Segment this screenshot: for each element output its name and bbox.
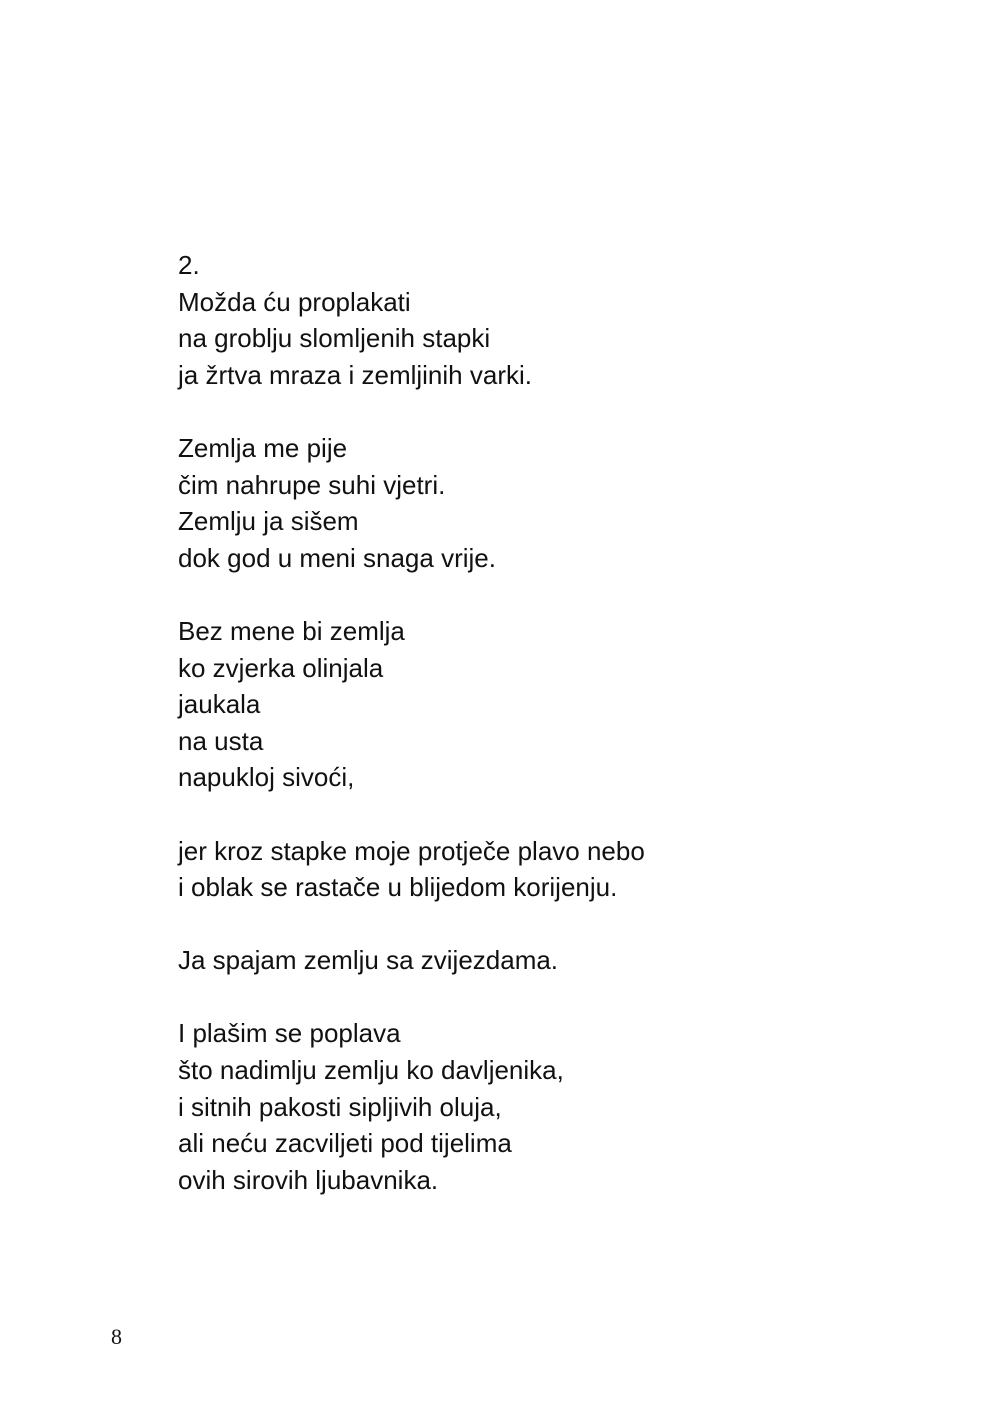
poem-line: Možda ću proplakati bbox=[178, 286, 411, 317]
poem-line: i oblak se rastače u blijedom korijenju. bbox=[178, 872, 618, 903]
poem-line: čim nahrupe suhi vjetri. bbox=[178, 469, 446, 500]
poem-line: jer kroz stapke moje protječe plavo nebo bbox=[178, 835, 645, 866]
poem-number: 2. bbox=[178, 250, 200, 280]
poem-line: ja žrtva mraza i zemljinih varki. bbox=[178, 359, 532, 390]
stanza-2 bbox=[178, 430, 898, 576]
poem-line: Bez mene bi zemlja bbox=[178, 615, 405, 646]
poem-line: jaukala bbox=[178, 689, 261, 720]
poem-line: na usta bbox=[178, 725, 264, 756]
poem-line: napukloj sivoći, bbox=[178, 762, 355, 793]
poem bbox=[178, 247, 898, 1198]
stanza-4 bbox=[178, 833, 898, 906]
poem-line: dok god u meni snaga vrije. bbox=[178, 542, 496, 573]
stanza-5 bbox=[178, 942, 898, 979]
poem-line: na groblju slomljenih stapki bbox=[178, 323, 491, 354]
poem-line: i sitnih pakosti sipljivih oluja, bbox=[178, 1091, 502, 1122]
stanza-1 bbox=[178, 284, 898, 394]
poem-line: Zemlju ja sišem bbox=[178, 506, 359, 537]
poem-line: ali neću zacviljeti pod tijelima bbox=[178, 1128, 512, 1159]
stanza-6 bbox=[178, 1015, 898, 1198]
poem-line: što nadimlju zemlju ko davljenika, bbox=[178, 1055, 564, 1086]
poem-line: Zemlja me pije bbox=[178, 432, 348, 463]
poem-line: ovih sirovih ljubavnika. bbox=[178, 1164, 439, 1195]
stanza-3 bbox=[178, 613, 898, 796]
poem-line: I plašim se poplava bbox=[178, 1018, 401, 1049]
poem-line: Ja spajam zemlju sa zvijezdama. bbox=[178, 945, 559, 976]
poem-line: ko zvjerka olinjala bbox=[178, 652, 384, 683]
page-number: 8 bbox=[111, 1324, 122, 1349]
